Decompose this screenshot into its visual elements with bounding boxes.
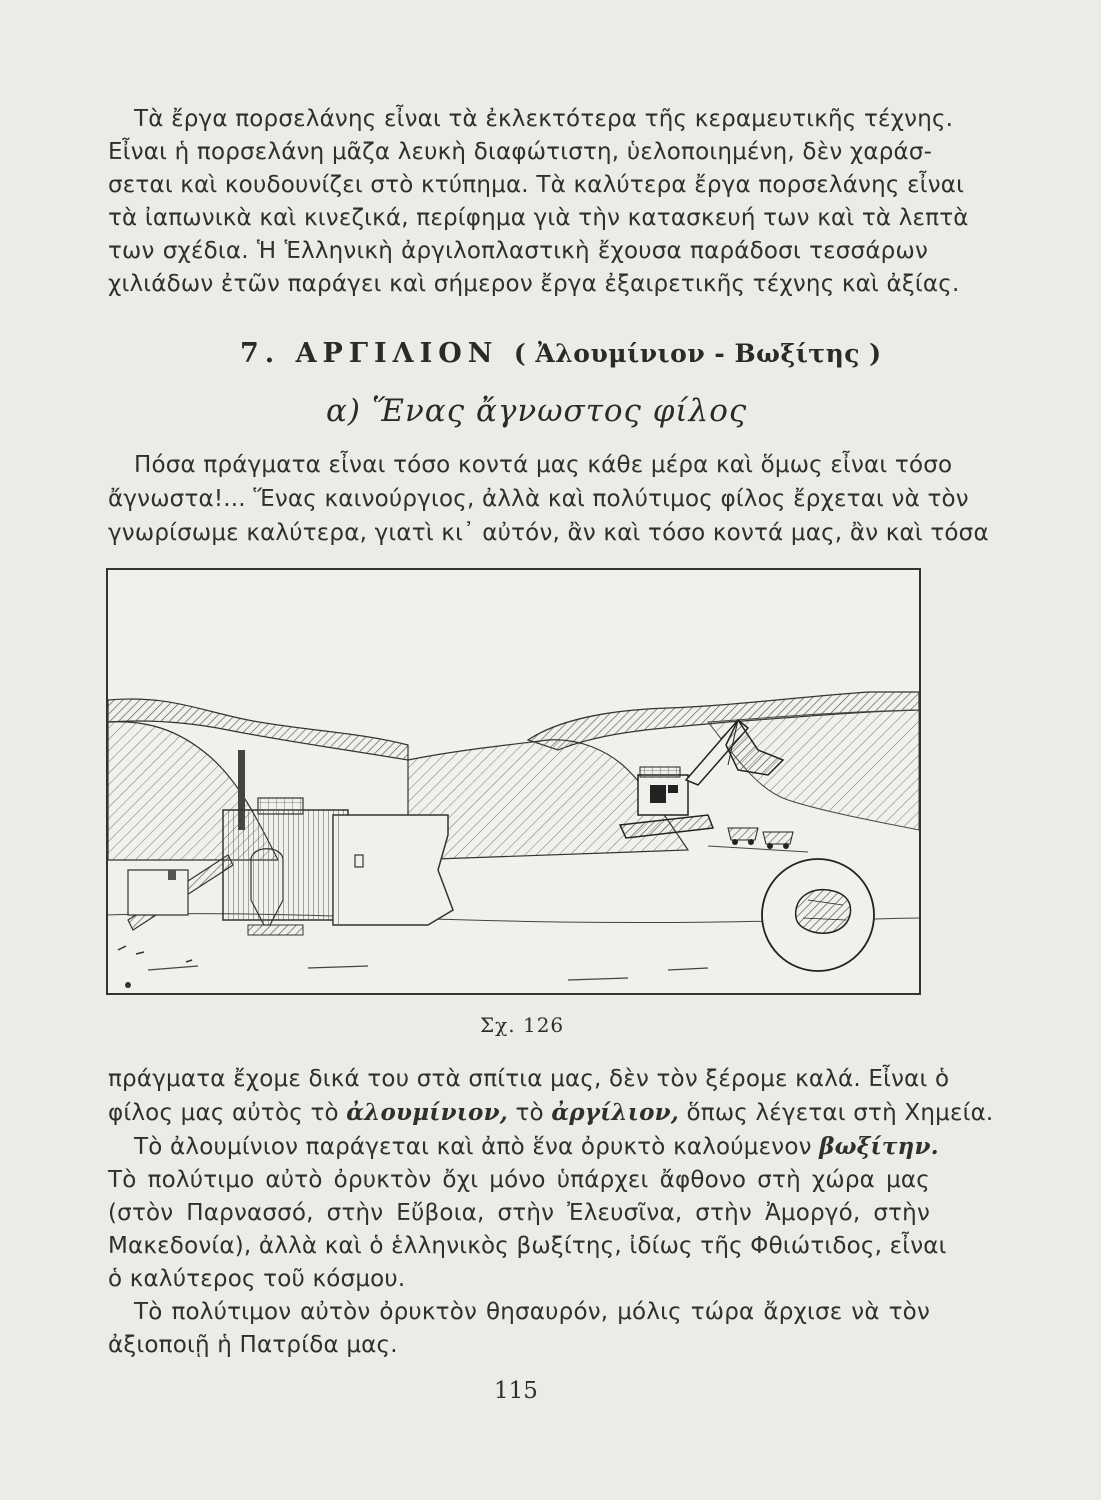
paragraph-after-figure: [108, 1063, 994, 1362]
term-argilion: ἀργίλιον,: [551, 1099, 679, 1126]
intro-line-5: των σχέδια. Ἡ Ἑλληνικὴ ἀργιλοπλαστικὴ ἔχουσα παράδοσι τεσσάρων: [108, 238, 928, 264]
intro-line-3: σεται καὶ κουδουνίζει στὸ κτύπημα. Τὰ καλύτερα ἔργα πορσελάνης εἶναι: [108, 172, 965, 198]
para2-line-9: ἀξιοποιῇ ἡ Πατρίδα μας.: [108, 1332, 398, 1358]
figure-caption: Σχ. 126: [480, 1013, 565, 1037]
para2-line-3: [108, 1130, 939, 1164]
para2-line-6: Μακεδονία), ἀλλὰ καὶ ὁ ἑλληνικὸς βωξίτης, ἰδίως τῆς Φθιώτιδος, εἶναι: [108, 1233, 947, 1259]
para2-line-3-start: Τὸ ἀλουμίνιον παράγεται καὶ ἀπὸ ἕνα ὀρυκτὸ καλούμενον: [134, 1134, 820, 1160]
intro-line-4: τὰ ἰαπωνικὰ καὶ κινεζικά, περίφημα γιὰ τὴν κατασκευή των καὶ τὰ λεπτὰ: [108, 205, 969, 231]
para2-line-2-end: ὅπως λέγεται στὴ Χημεία.: [678, 1100, 994, 1126]
intro-paragraph: [108, 103, 969, 301]
para1-line-3: γνωρίσωμε καλύτερα, γιατὶ κι᾽ αὐτόν, ἂν καὶ τόσο κοντά μας, ἂν καὶ τόσα: [108, 520, 989, 546]
para2-line-8: Τὸ πολύτιμον αὐτὸν ὀρυκτὸν θησαυρόν, μόλις τώρα ἄρχισε νὰ τὸν: [134, 1299, 930, 1325]
bauxite-sample-inset: [762, 859, 874, 971]
para2-line-5: (στὸν Παρνασσό, στὴν Εὔβοια, στὴν Ἐλευσῖνα, στὴν Ἀμοργό, στὴν: [108, 1200, 930, 1226]
term-bauxite: βωξίτην.: [819, 1133, 939, 1160]
para2-line-2-start: φίλος μας αὐτὸς τὸ: [108, 1100, 347, 1126]
para2-line-2-mid: τὸ: [507, 1100, 552, 1126]
para2-line-2: [108, 1096, 994, 1130]
para1-line-1: Πόσα πράγματα εἶναι τόσο κοντά μας κάθε μέρα καὶ ὅμως εἶναι τόσο: [134, 452, 953, 478]
para2-line-7: ὁ καλύτερος τοῦ κόσμου.: [108, 1266, 406, 1292]
intro-line-1: Τὰ ἔργα πορσελάνης εἶναι τὰ ἐκλεκτότερα τῆς κεραμευτικῆς τέχνης.: [134, 106, 954, 132]
section-subtitle: ( Ἀλουμίνιον - Βωξίτης ): [513, 339, 882, 368]
figure-bauxite-mine: [106, 568, 921, 995]
para2-line-1: πράγματα ἔχομε δικά του στὰ σπίτια μας, δὲν τὸν ξέρομε καλά. Εἶναι ὁ: [108, 1066, 950, 1092]
intro-line-6: χιλιάδων ἐτῶν παράγει καὶ σήμερον ἔργα ἐξαιρετικῆς τέχνης καὶ ἀξίας.: [108, 271, 960, 297]
intro-line-2: Εἶναι ἡ πορσελάνη μᾶζα λευκὴ διαφώτιστη, ὑελοποιημένη, δὲν χαράσ-: [108, 139, 933, 165]
section-number-title: 7. ΑΡΓΙΛΙΟΝ: [240, 338, 499, 369]
para2-line-4: Τὸ πολύτιμο αὐτὸ ὀρυκτὸν ὄχι μόνο ὑπάρχει ἄφθονο στὴ χώρα μας: [108, 1167, 930, 1193]
para1-line-2: ἄγνωστα!... Ἕνας καινούργιος, ἀλλὰ καὶ πολύτιμος φίλος ἔρχεται νὰ τὸν: [108, 486, 969, 512]
term-aluminium: ἀλουμίνιον,: [346, 1099, 508, 1126]
page-number: 115: [494, 1378, 538, 1404]
mine-illustration: [108, 570, 919, 993]
paragraph-before-figure: [108, 448, 989, 550]
section-title: [240, 338, 882, 369]
factory-building: [223, 810, 348, 920]
subsection-title: α) Ἕνας ἄγνωστος φίλος: [326, 393, 748, 429]
